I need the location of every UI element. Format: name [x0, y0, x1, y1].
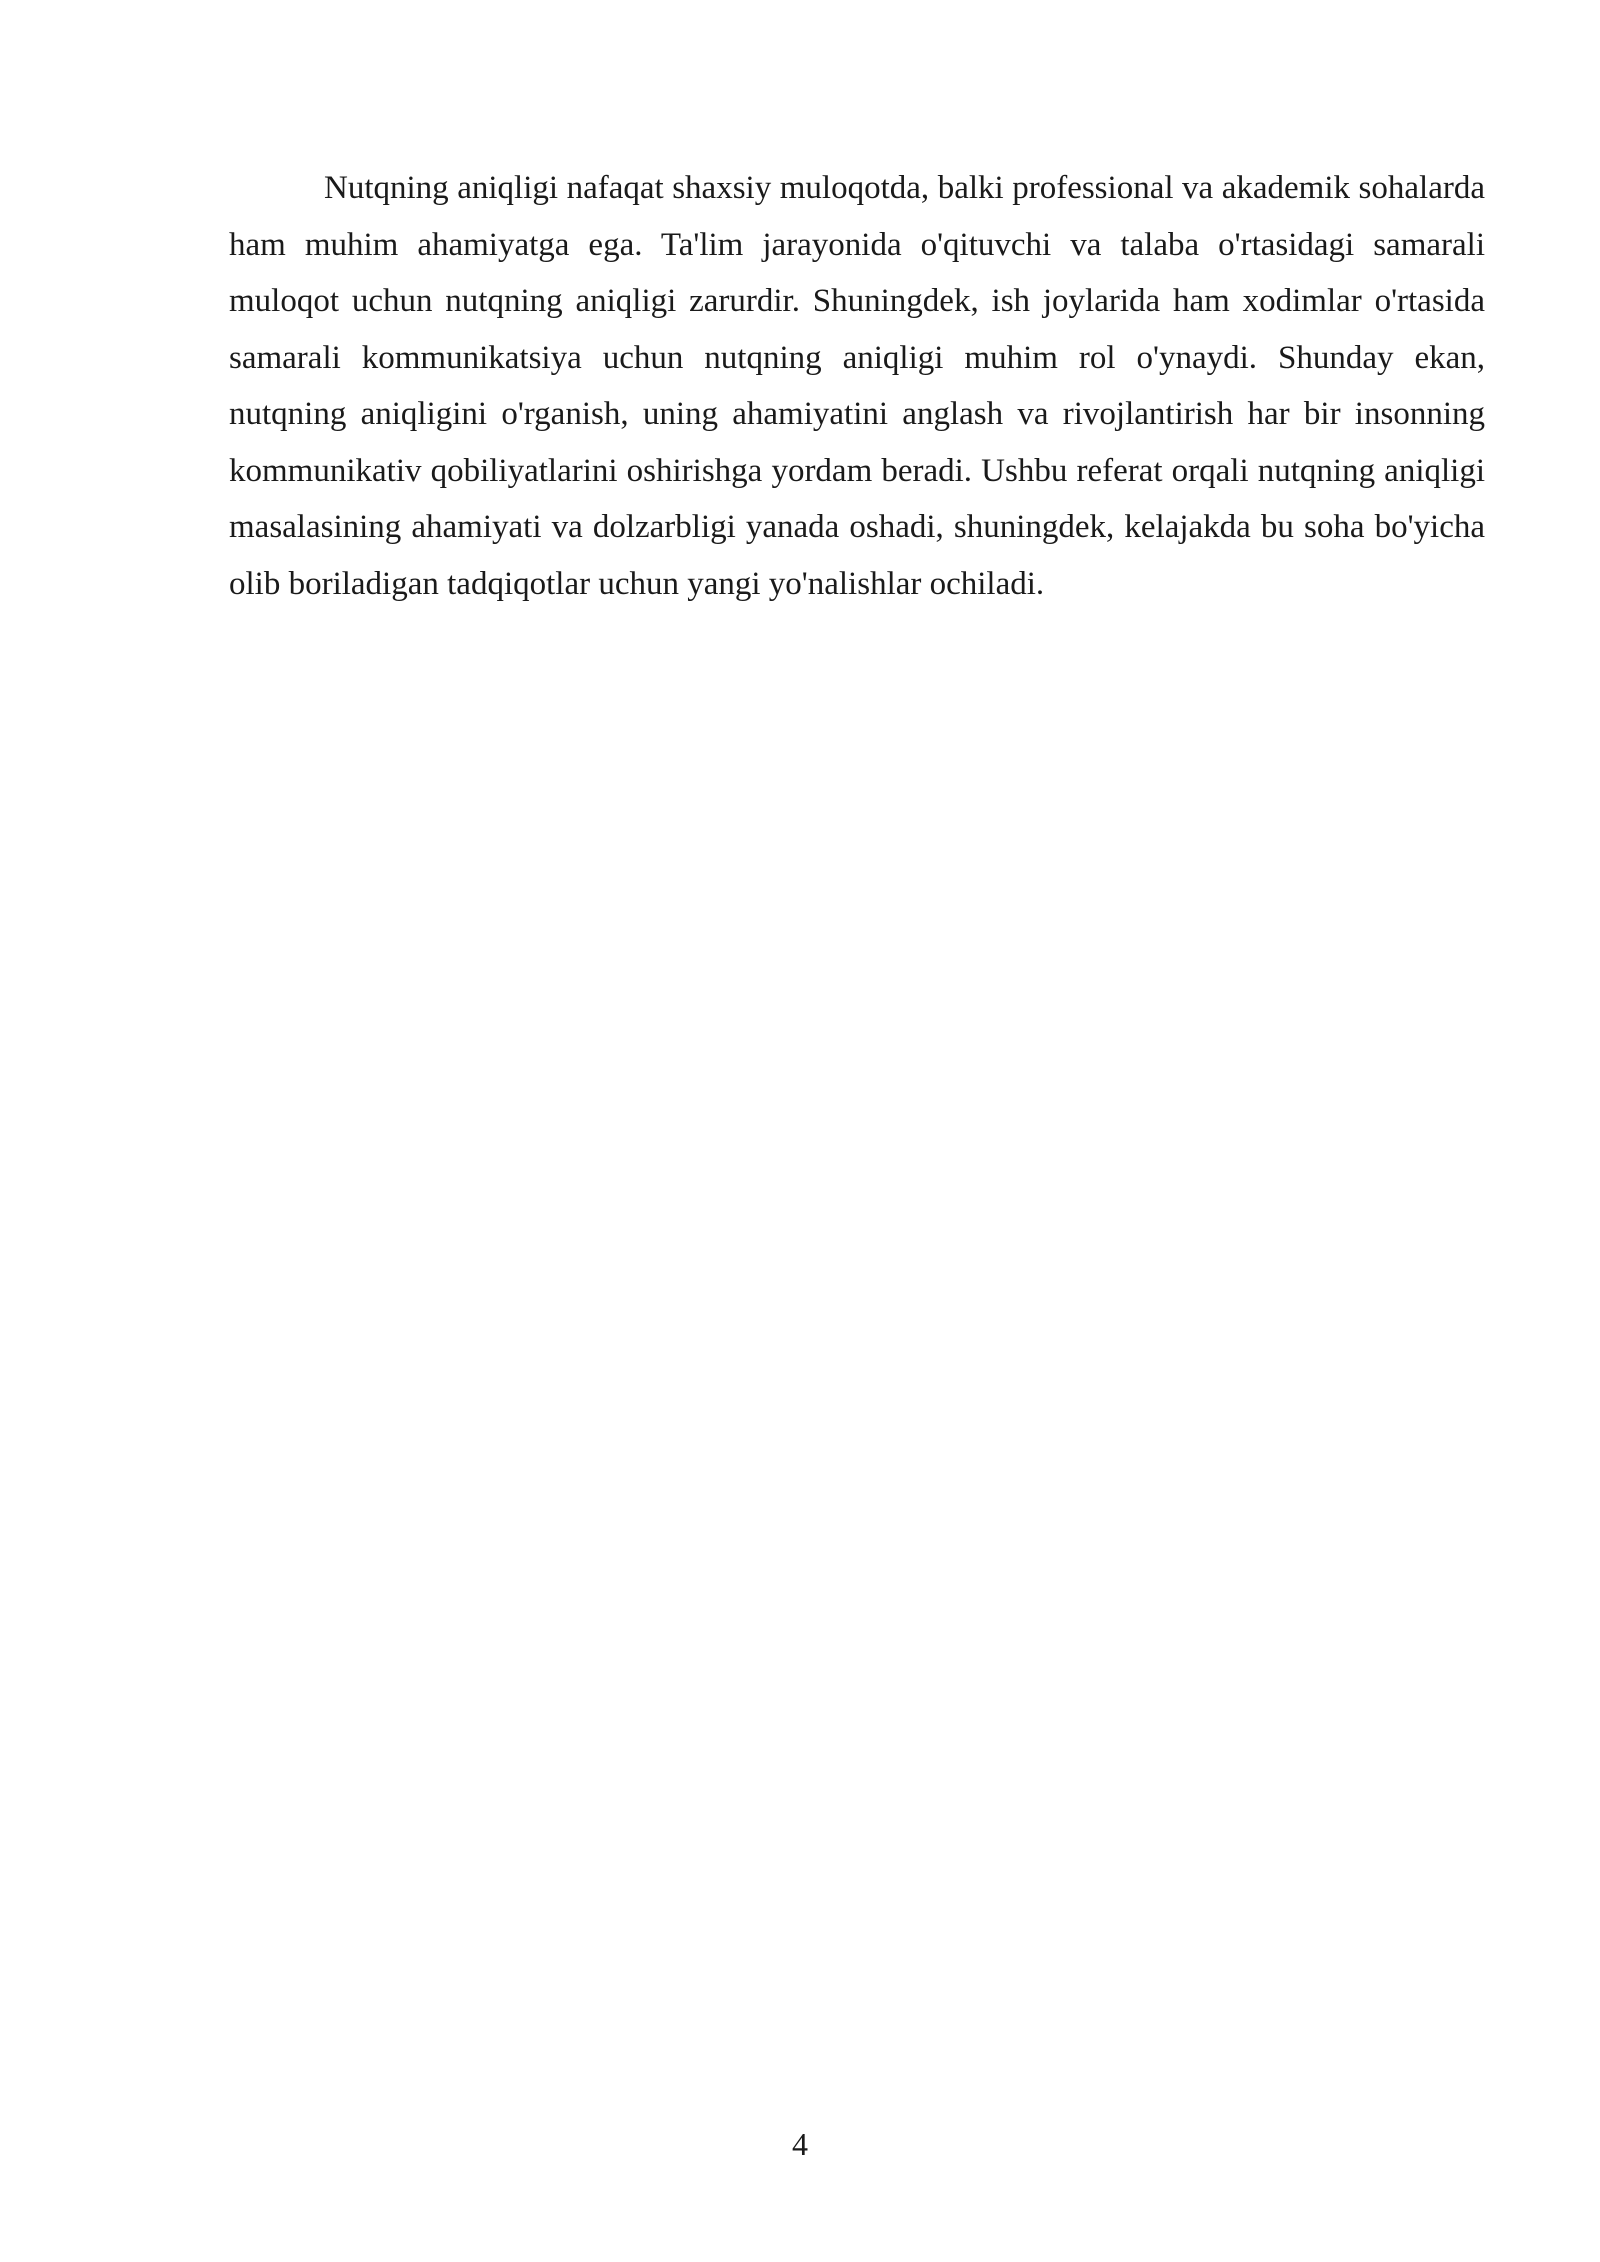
body-paragraph: Nutqning aniqligi nafaqat shaxsiy muloqotda, balki professional va akademik sohalarda ham muhim ahamiyatga ega. Ta'lim jarayonida o'qituvchi va talaba o'rtasidagi samarali muloqot uchun nutqning aniqligi zarurdir. Shuningdek, ish joylarida ham xodimlar o'rtasida samarali kommunikatsiya uchun nutqning aniqligi muhim rol o'ynaydi. Shunday ekan, nutqning aniqligini o'rganish, uning ahamiyatini anglash va rivojlantirish har bir insonning kommunikativ qobiliyatlarini oshirishga yordam beradi. Ushbu referat orqali nutqning aniqligi masalasining ahamiyati va dolzarbligi yanada oshadi, shuningdek, kelajakda bu soha bo'yicha olib boriladigan tadqiqotlar uchun yangi yo'nalishlar ochiladi. [229, 170, 1485, 602]
page-number: 4 [792, 2126, 808, 2162]
